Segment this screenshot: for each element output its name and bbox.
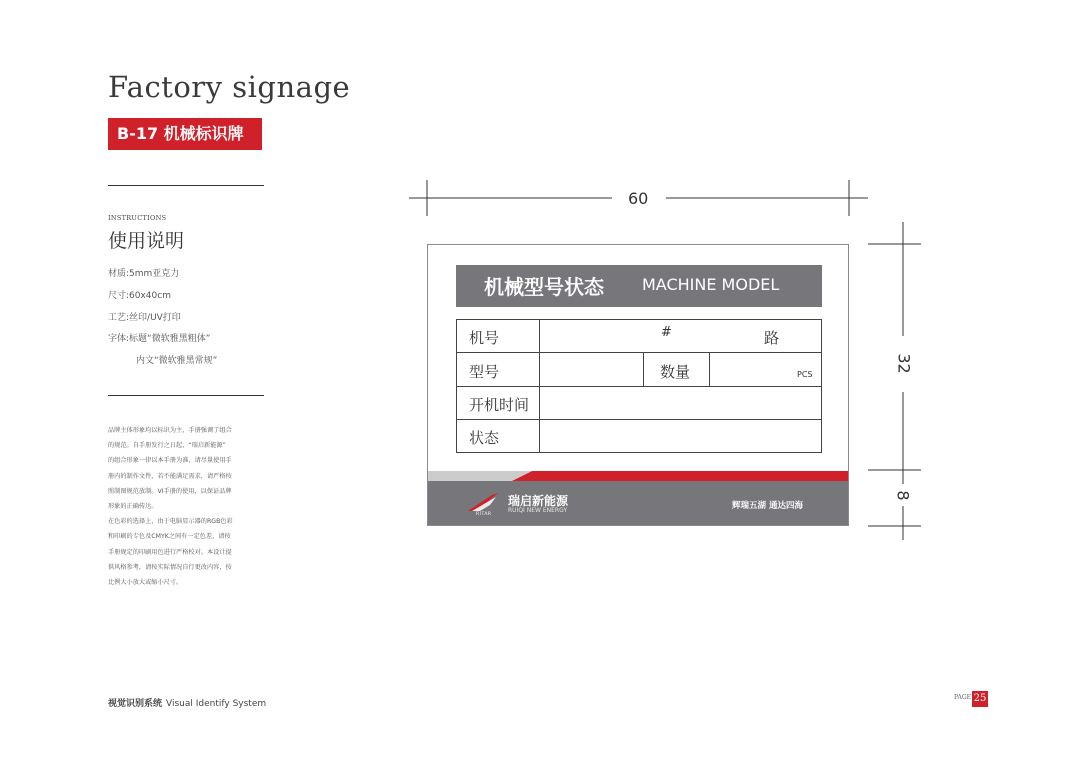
quantity-label: 数量 [660, 363, 691, 381]
sign-header-zh: 机械型号状态 [484, 275, 604, 299]
paragraph-line: 手册规定的印刷用色进行严格校对。本设计提 [108, 548, 232, 556]
spec-material: 材质:5mm亚克力 [108, 269, 180, 279]
paragraph-line: 形象的正确传达。 [108, 503, 158, 511]
page-number: 25 [972, 691, 988, 707]
grid-line [457, 419, 821, 420]
machine-sign [427, 244, 849, 526]
machine-number-label: 机号 [469, 329, 500, 347]
paragraph-line: 比例大小放大或缩小尺寸。 [108, 579, 183, 587]
sign-header-en: MACHINE MODEL [642, 275, 780, 294]
footer-en: Visual Identify System [166, 699, 267, 709]
sign-grid [456, 319, 822, 453]
sign-header [456, 265, 822, 307]
road-label: 路 [764, 329, 780, 347]
paragraph-line: 和印刷的专色及CMYK之间有一定色差，请按 [108, 533, 231, 541]
instructions-zh-heading: 使用说明 [108, 230, 185, 252]
code-badge: B-17 机械标识牌 [108, 118, 262, 150]
paragraph-line: 供风格参考，请按实际情况自行更改内容，按 [108, 563, 232, 571]
grid-line [709, 352, 710, 386]
accent-band-red [512, 471, 849, 481]
grid-line [457, 386, 821, 387]
footer-system-name [108, 696, 266, 709]
brand-name-zh: 瑞启新能源 [508, 494, 569, 508]
paragraph-line: 的组合形象一律以本手册为准，请尽量使用手 [108, 457, 232, 465]
spec-process: 工艺:丝印/UV打印 [108, 313, 181, 323]
spec-font-title: 字体:标题“微软雅黑粗体” [108, 334, 211, 344]
status-label: 状态 [469, 429, 500, 447]
sign-footer [428, 481, 849, 526]
paragraph-line: 的规范。自手册发行之日起，“瑞启新能源” [108, 442, 226, 450]
page-label: PAGE [954, 694, 971, 701]
dimension-width-label: 60 [628, 189, 649, 208]
footer-zh: 视觉识别系统 [108, 699, 163, 709]
page-title: Factory signage [108, 70, 351, 104]
paragraph-line: 在色彩的选择上，由于电脑显示器的RGB色彩 [108, 518, 233, 526]
accent-band [428, 471, 849, 481]
paragraph-line: 照制图规范放制。VI手册的使用，以保证品牌 [108, 487, 232, 495]
paragraph-line: 品牌主体形象均以标识为主，手册强调了组合 [108, 427, 232, 434]
brand-name-en: RUIQI NEW ENERGY [508, 507, 568, 514]
paragraph-line: 册内的制作文件，若不能满足需求，请严格按 [108, 472, 232, 480]
grid-line [539, 320, 540, 452]
brand-logo-icon [466, 491, 500, 513]
spec-font-body: 内文“微软雅黑常规” [136, 356, 218, 366]
model-label: 型号 [469, 363, 500, 381]
dimension-footer-height-label: 8 [893, 490, 913, 501]
grid-line [643, 352, 644, 386]
hash-symbol: # [661, 325, 672, 340]
unit-label: PCS [797, 370, 813, 379]
brand-slogan: 辉瑞五湖 通达四海 [732, 501, 803, 511]
grid-line [457, 352, 821, 353]
spec-size: 尺寸:60x40cm [108, 291, 171, 301]
brand-mark: RITAR [476, 512, 492, 517]
dimension-height-label: 32 [894, 353, 914, 374]
instructions-en-label: INSTRUCTIONS [108, 214, 167, 222]
start-time-label: 开机时间 [469, 396, 530, 414]
